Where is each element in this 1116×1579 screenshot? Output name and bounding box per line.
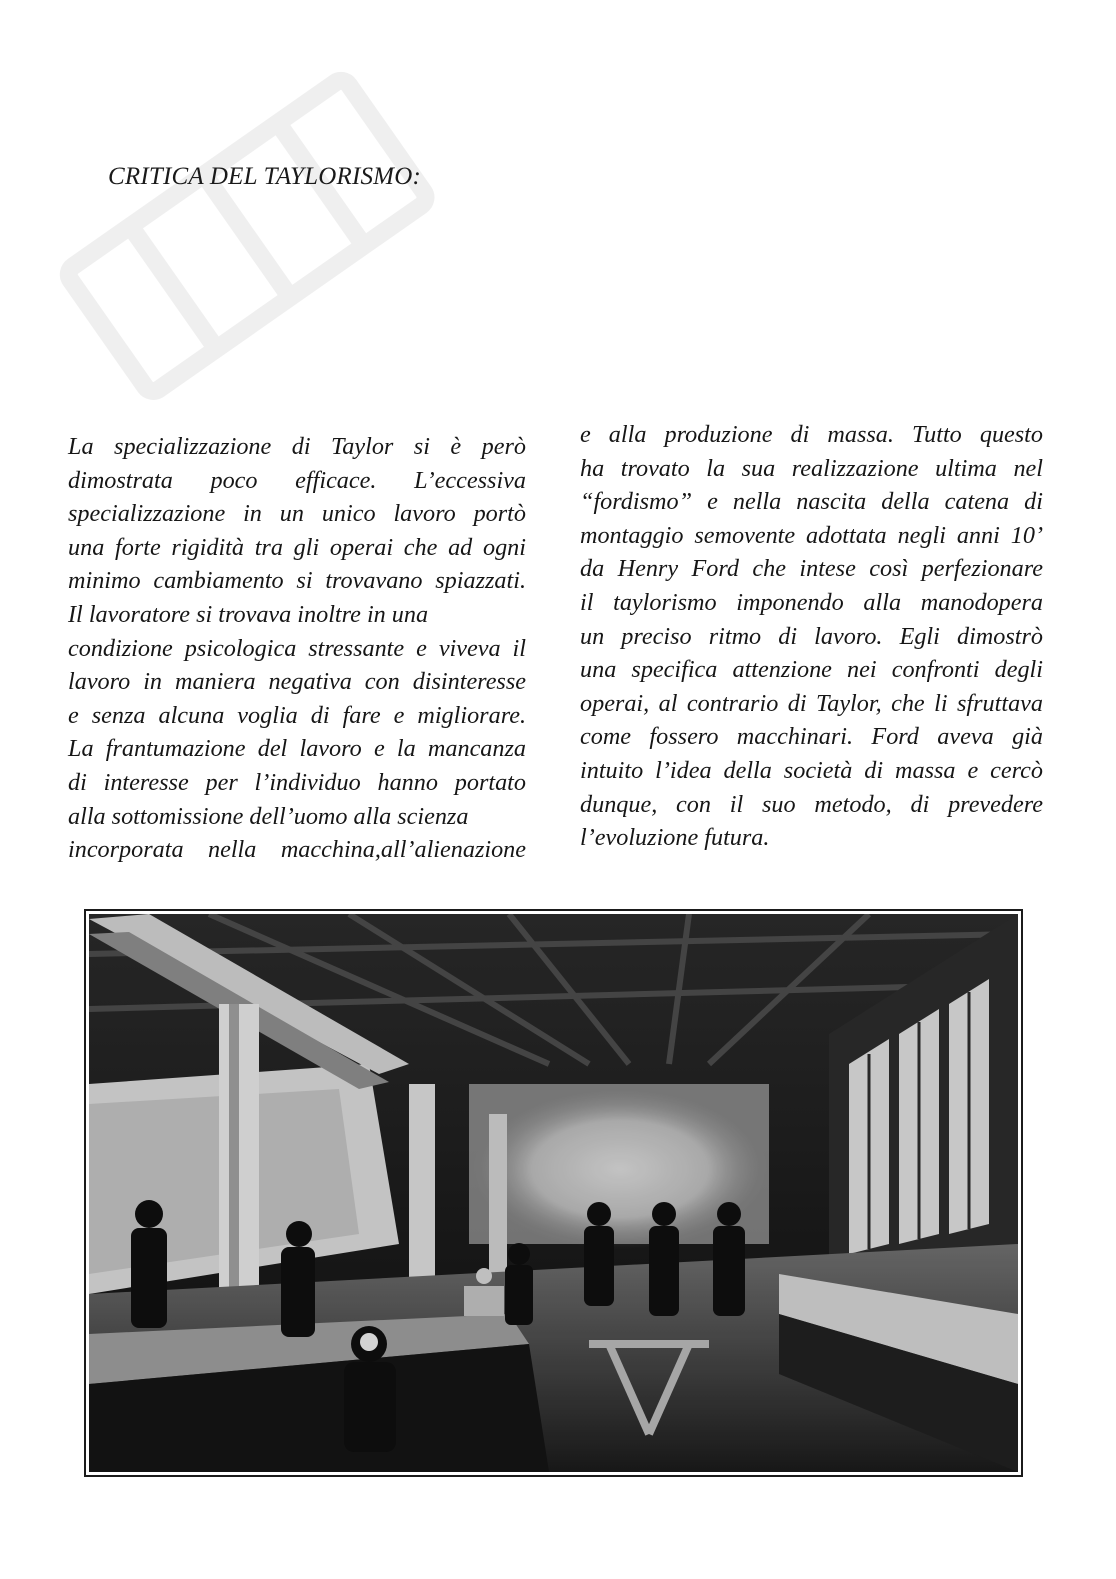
text-line: ha trovato la sua realizzazione ultima nel xyxy=(580,454,1043,482)
text-line: condizione psicologica stressante e viveva il xyxy=(68,634,526,662)
factory-photo-icon xyxy=(89,914,1018,1472)
text-line: dunque, con il suo metodo, di prevedere xyxy=(580,790,1043,818)
text-line: e alla produzione di massa. Tutto questo xyxy=(580,421,1043,448)
text-line: l’evoluzione futura. xyxy=(580,824,770,852)
text-line: montaggio semovente adottata negli anni 10’ xyxy=(580,521,1043,549)
text-line: una forte rigidità tra gli operai che ad ogni xyxy=(68,533,526,561)
text-line: La specializzazione di Taylor si è però xyxy=(68,433,526,460)
text-line: alla sottomissione dell’uomo alla scienza xyxy=(68,802,469,830)
text-line: come fossero macchinari. Ford aveva già xyxy=(580,723,1043,751)
text-line: “fordismo” e nella nascita della catena di xyxy=(580,488,1043,516)
text-line: di interesse per l’individuo hanno portato xyxy=(68,768,526,796)
text-line: e senza alcuna voglia di fare e migliorare. xyxy=(68,701,526,729)
left-text-column xyxy=(68,430,526,867)
text-line: operai, al contrario di Taylor, che li sfruttava xyxy=(580,689,1043,717)
text-line: una specifica attenzione nei confronti degli xyxy=(580,656,1043,684)
text-line: un preciso ritmo di lavoro. Egli dimostrò xyxy=(580,622,1043,650)
text-line: intuito l’idea della società di massa e cercò xyxy=(580,756,1043,784)
page-title: CRITICA DEL TAYLORISMO: xyxy=(108,163,421,190)
text-line: da Henry Ford che intese così perfezionare xyxy=(580,555,1043,583)
text-line: La frantumazione del lavoro e la mancanza xyxy=(68,735,526,763)
text-line: Il lavoratore si trovava inoltre in una xyxy=(68,600,429,628)
text-line: lavoro in maniera negativa con disinteresse xyxy=(68,668,526,696)
watermark-logo-icon xyxy=(20,60,480,420)
right-text-column xyxy=(580,418,1043,855)
text-line: minimo cambiamento si trovavano spiazzati. xyxy=(68,567,526,595)
text-line: dimostrata poco efficace. L’eccessiva xyxy=(68,466,526,494)
photo-frame xyxy=(84,909,1023,1477)
text-line: incorporata nella macchina,all’alienazione xyxy=(68,836,526,864)
text-line: specializzazione in un unico lavoro portò xyxy=(68,500,526,528)
text-line: il taylorismo imponendo alla manodopera xyxy=(580,588,1043,616)
